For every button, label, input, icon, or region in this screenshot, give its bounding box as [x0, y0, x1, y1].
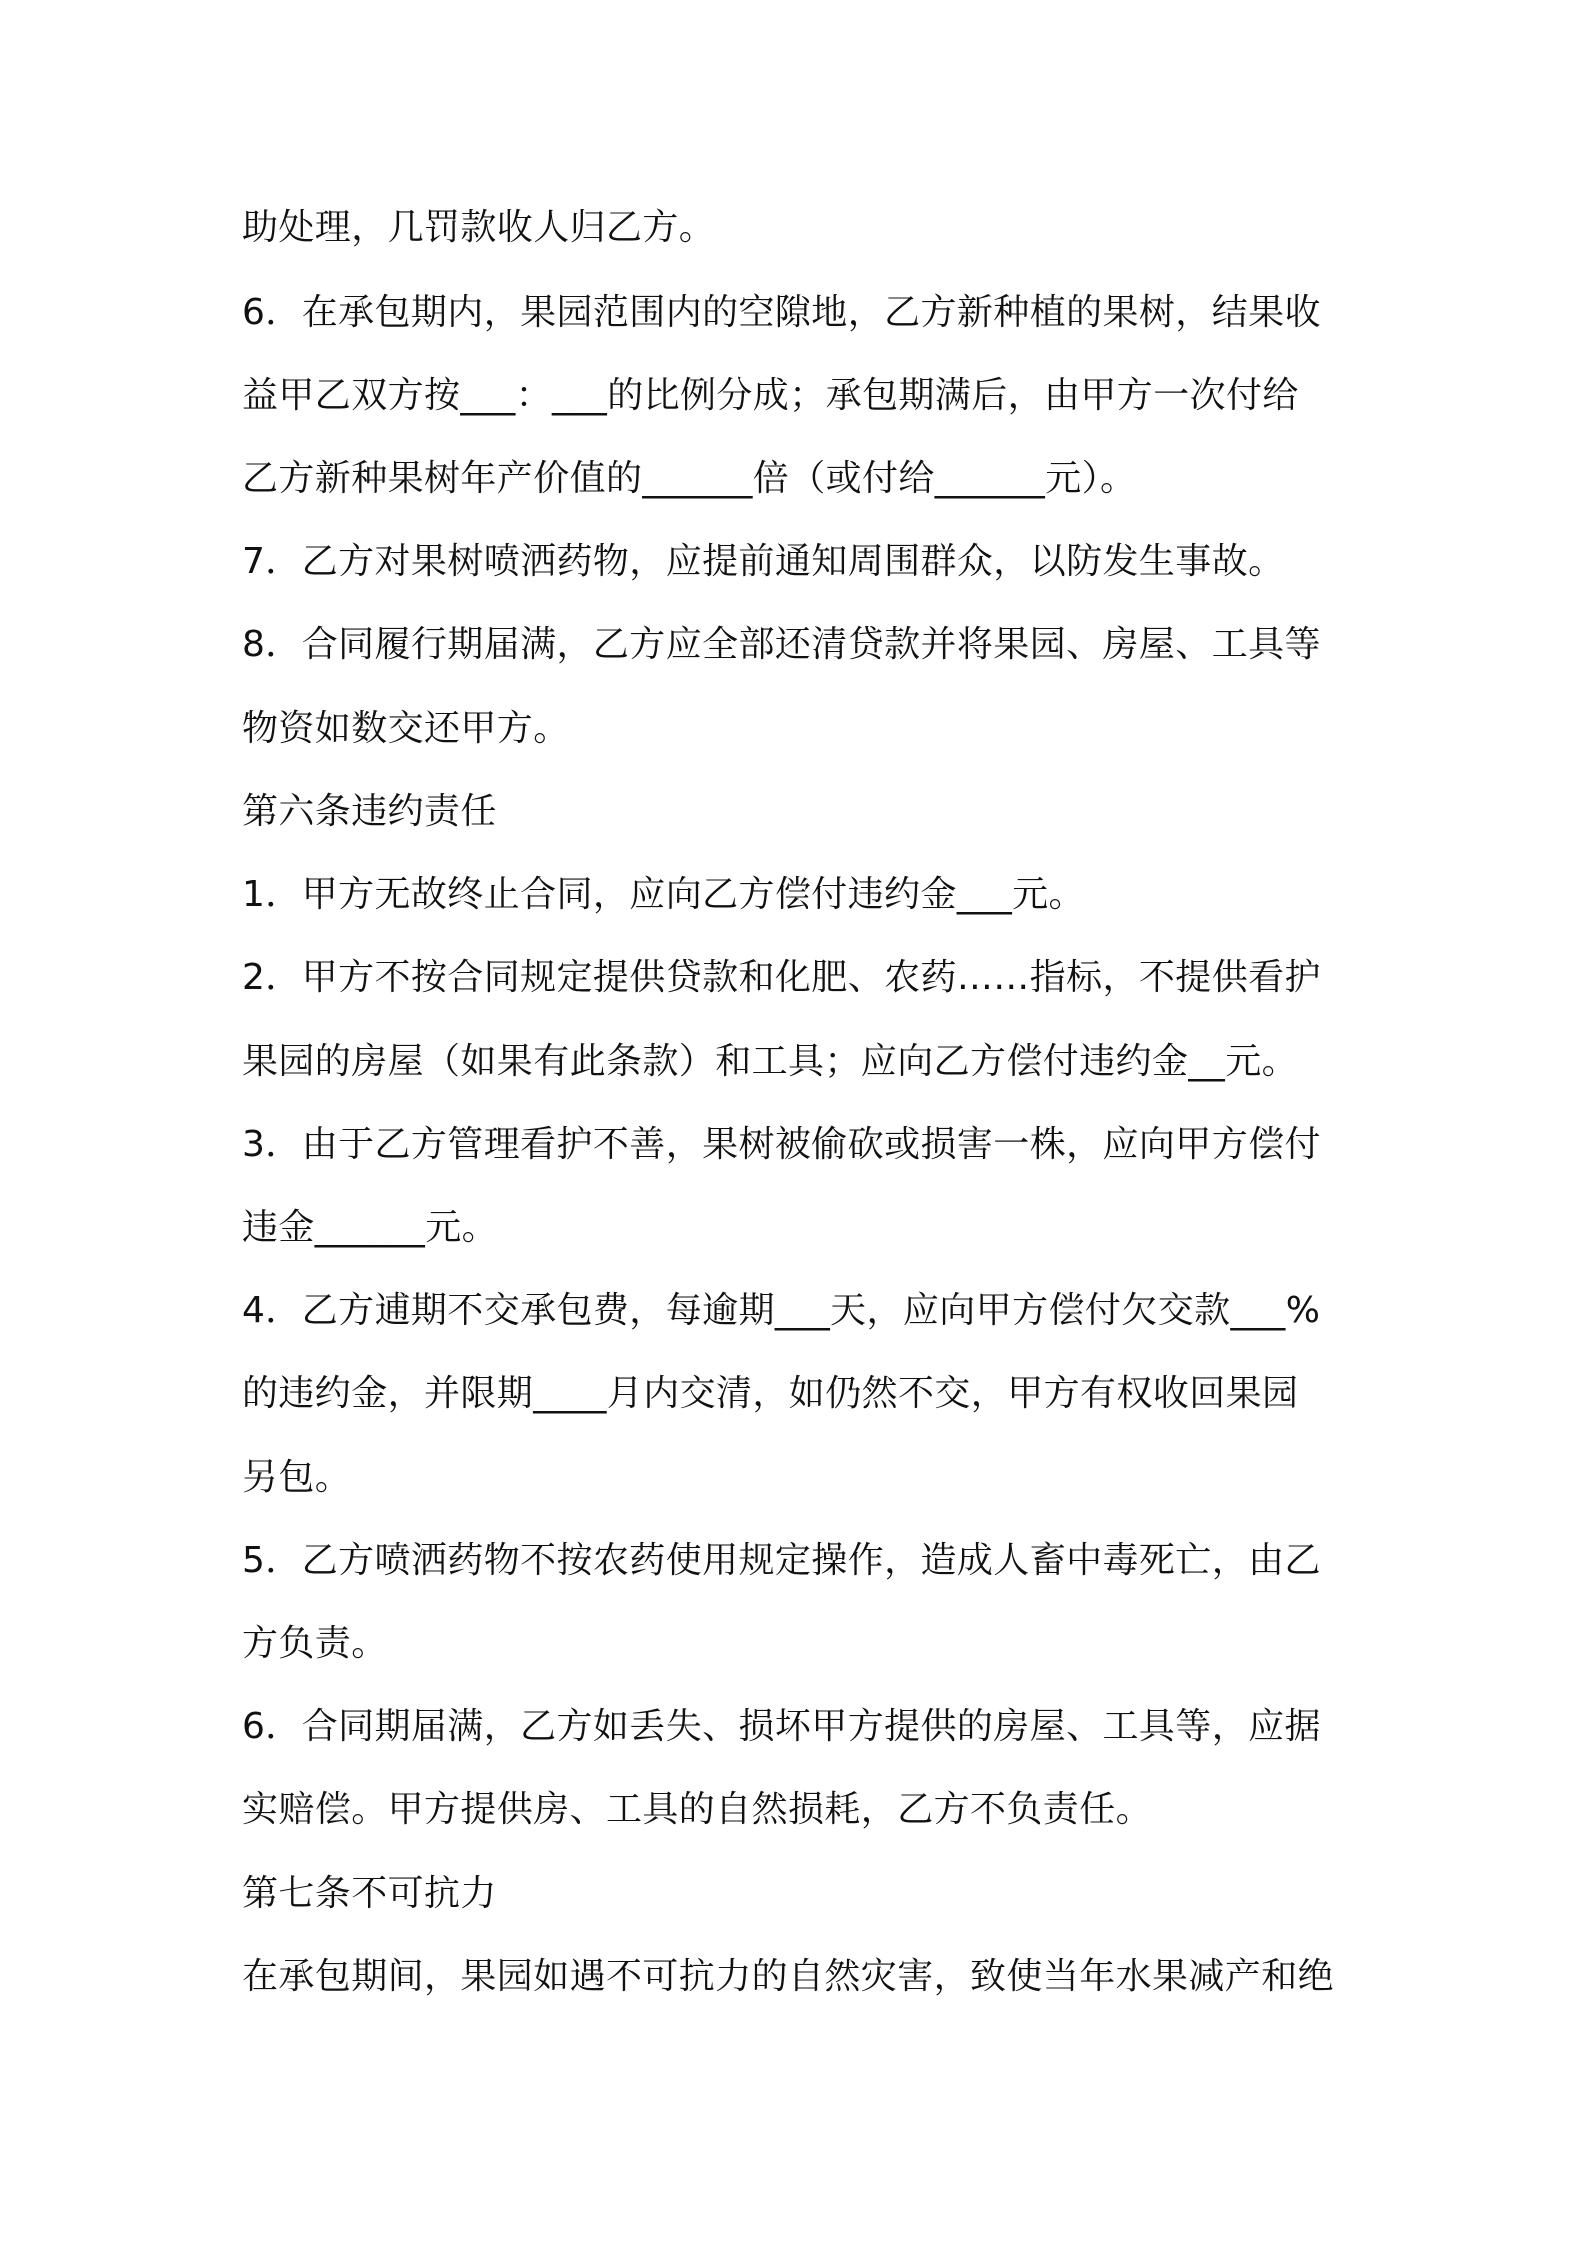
section-heading: 第七条不可抗力 — [242, 1873, 497, 1914]
text-line: 乙方新种果树年产价值的______倍（或付给______元）。 — [242, 458, 1137, 499]
text-line: 益甲乙双方按___：___的比例分成；承包期满后，由甲方一次付给 — [242, 375, 1299, 416]
text-line: 物资如数交还甲方。 — [242, 708, 570, 749]
text-line: 6．合同期届满，乙方如丢失、损坏甲方提供的房屋、工具等，应据 — [242, 1706, 1321, 1747]
text-line: 方负责。 — [242, 1623, 388, 1664]
text-line: 2．甲方不按合同规定提供贷款和化肥、农药……指标，不提供看护 — [242, 957, 1321, 998]
section-heading: 第六条违约责任 — [242, 791, 497, 832]
text-line: 果园的房屋（如果有此条款）和工具；应向乙方偿付违约金__元。 — [242, 1041, 1299, 1082]
text-line: 7．乙方对果树喷洒药物，应提前通知周围群众，以防发生事故。 — [242, 541, 1285, 582]
text-line: 4．乙方逋期不交承包费，每逾期___天，应向甲方偿付欠交款___% — [242, 1290, 1321, 1331]
text-line: 1．甲方无故终止合同，应向乙方偿付违约金___元。 — [242, 874, 1085, 915]
text-line: 违金______元。 — [242, 1207, 498, 1248]
text-line: 3．由于乙方管理看护不善，果树被偷砍或损害一株，应向甲方偿付 — [242, 1124, 1321, 1165]
text-line: 实赔偿。甲方提供房、工具的自然损耗，乙方不负责任。 — [242, 1789, 1153, 1830]
text-line: 助处理，几罚款收人归乙方。 — [242, 207, 716, 248]
text-line: 6．在承包期内，果园范围内的空隙地，乙方新种植的果树，结果收 — [242, 292, 1321, 333]
text-line: 的违约金，并限期____月内交清，如仍然不交，甲方有权收回果园 — [242, 1373, 1299, 1414]
text-line: 另包。 — [242, 1457, 352, 1498]
text-line: 在承包期间，果园如遇不可抗力的自然灾害，致使当年水果减产和绝 — [242, 1956, 1335, 1997]
text-line: 5．乙方喷洒药物不按农药使用规定操作，造成人畜中毒死亡，由乙 — [242, 1540, 1321, 1581]
text-line: 8．合同履行期届满，乙方应全部还清贷款并将果园、房屋、工具等 — [242, 624, 1321, 665]
